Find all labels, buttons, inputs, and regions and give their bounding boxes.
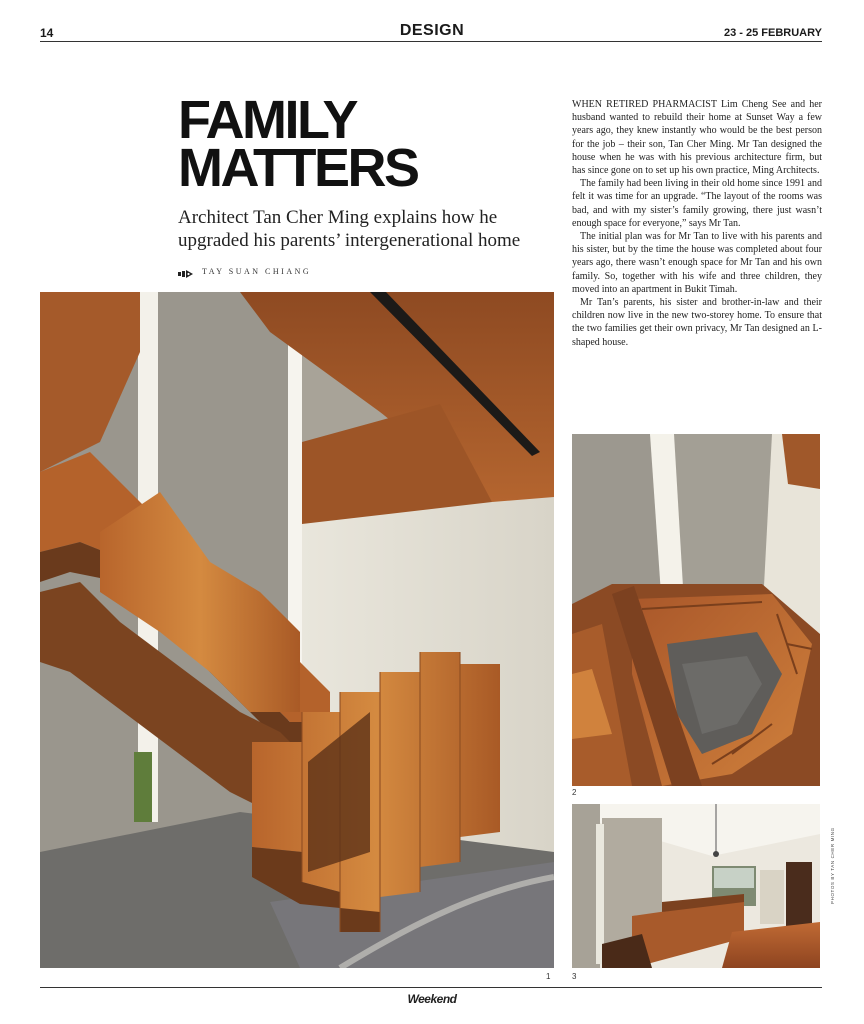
pen-nib-icon <box>178 266 194 276</box>
caption-number-3: 3 <box>572 972 577 981</box>
page-header <box>0 0 864 44</box>
photo-staircase <box>40 292 554 968</box>
page-number: 14 <box>40 26 54 40</box>
deck: Architect Tan Cher Ming explains how he upgraded his parents’ intergenerational home <box>178 207 521 251</box>
photo-credit: PHOTOS BY TAN CHER MING <box>830 827 835 904</box>
photo-stairwell-topdown <box>572 434 820 786</box>
paragraph: WHEN RETIRED PHARMACIST Lim Cheng See and her husband wanted to rebuild their home at Sunset Way a few years ago, they knew instantly who would be the best person for the job – their son, Tan Cher Ming. Mr Tan designed the house when he was with his previous architecture firm, but has since gone on to set up his own practice, Ming Architects. <box>572 99 822 177</box>
headline-line-1: FAMILY <box>178 90 357 150</box>
header-rule <box>40 41 822 42</box>
headline <box>178 90 548 198</box>
section-title: DESIGN <box>399 22 465 39</box>
paragraph: Mr Tan’s parents, his sister and brother-in-law and their children now live in the new two-storey home. To ensure that the two families get their own privacy, Mr Tan designed an L-shaped house. <box>572 297 822 348</box>
caption-number-1: 1 <box>546 972 551 981</box>
paragraph: The initial plan was for Mr Tan to live with his parents and his sister, but by the time the house was completed about four years ago, there wasn’t enough space for Mr Tan and his own family. So, together with his wife and three children, they moved into an apartment in Bukit Timah. <box>572 231 822 295</box>
issue-date: 23 - 25 FEBRUARY <box>723 27 822 39</box>
weekend-logo: Weekend <box>407 992 457 1006</box>
caption-number-2: 2 <box>572 788 577 797</box>
article-body <box>572 98 822 349</box>
byline <box>178 265 311 277</box>
paragraph: The family had been living in their old home since 1991 and felt it was time for an upgrade. “The layout of the rooms was bad, and with my sister’s family growing, there just wasn’t enough space for everyone,” says Mr Tan. <box>572 178 822 229</box>
photo-living-hall <box>572 804 820 968</box>
byline-author: TAY SUAN CHIANG <box>202 266 312 276</box>
headline-line-2: MATTERS <box>178 138 418 198</box>
footer-rule <box>40 987 822 988</box>
